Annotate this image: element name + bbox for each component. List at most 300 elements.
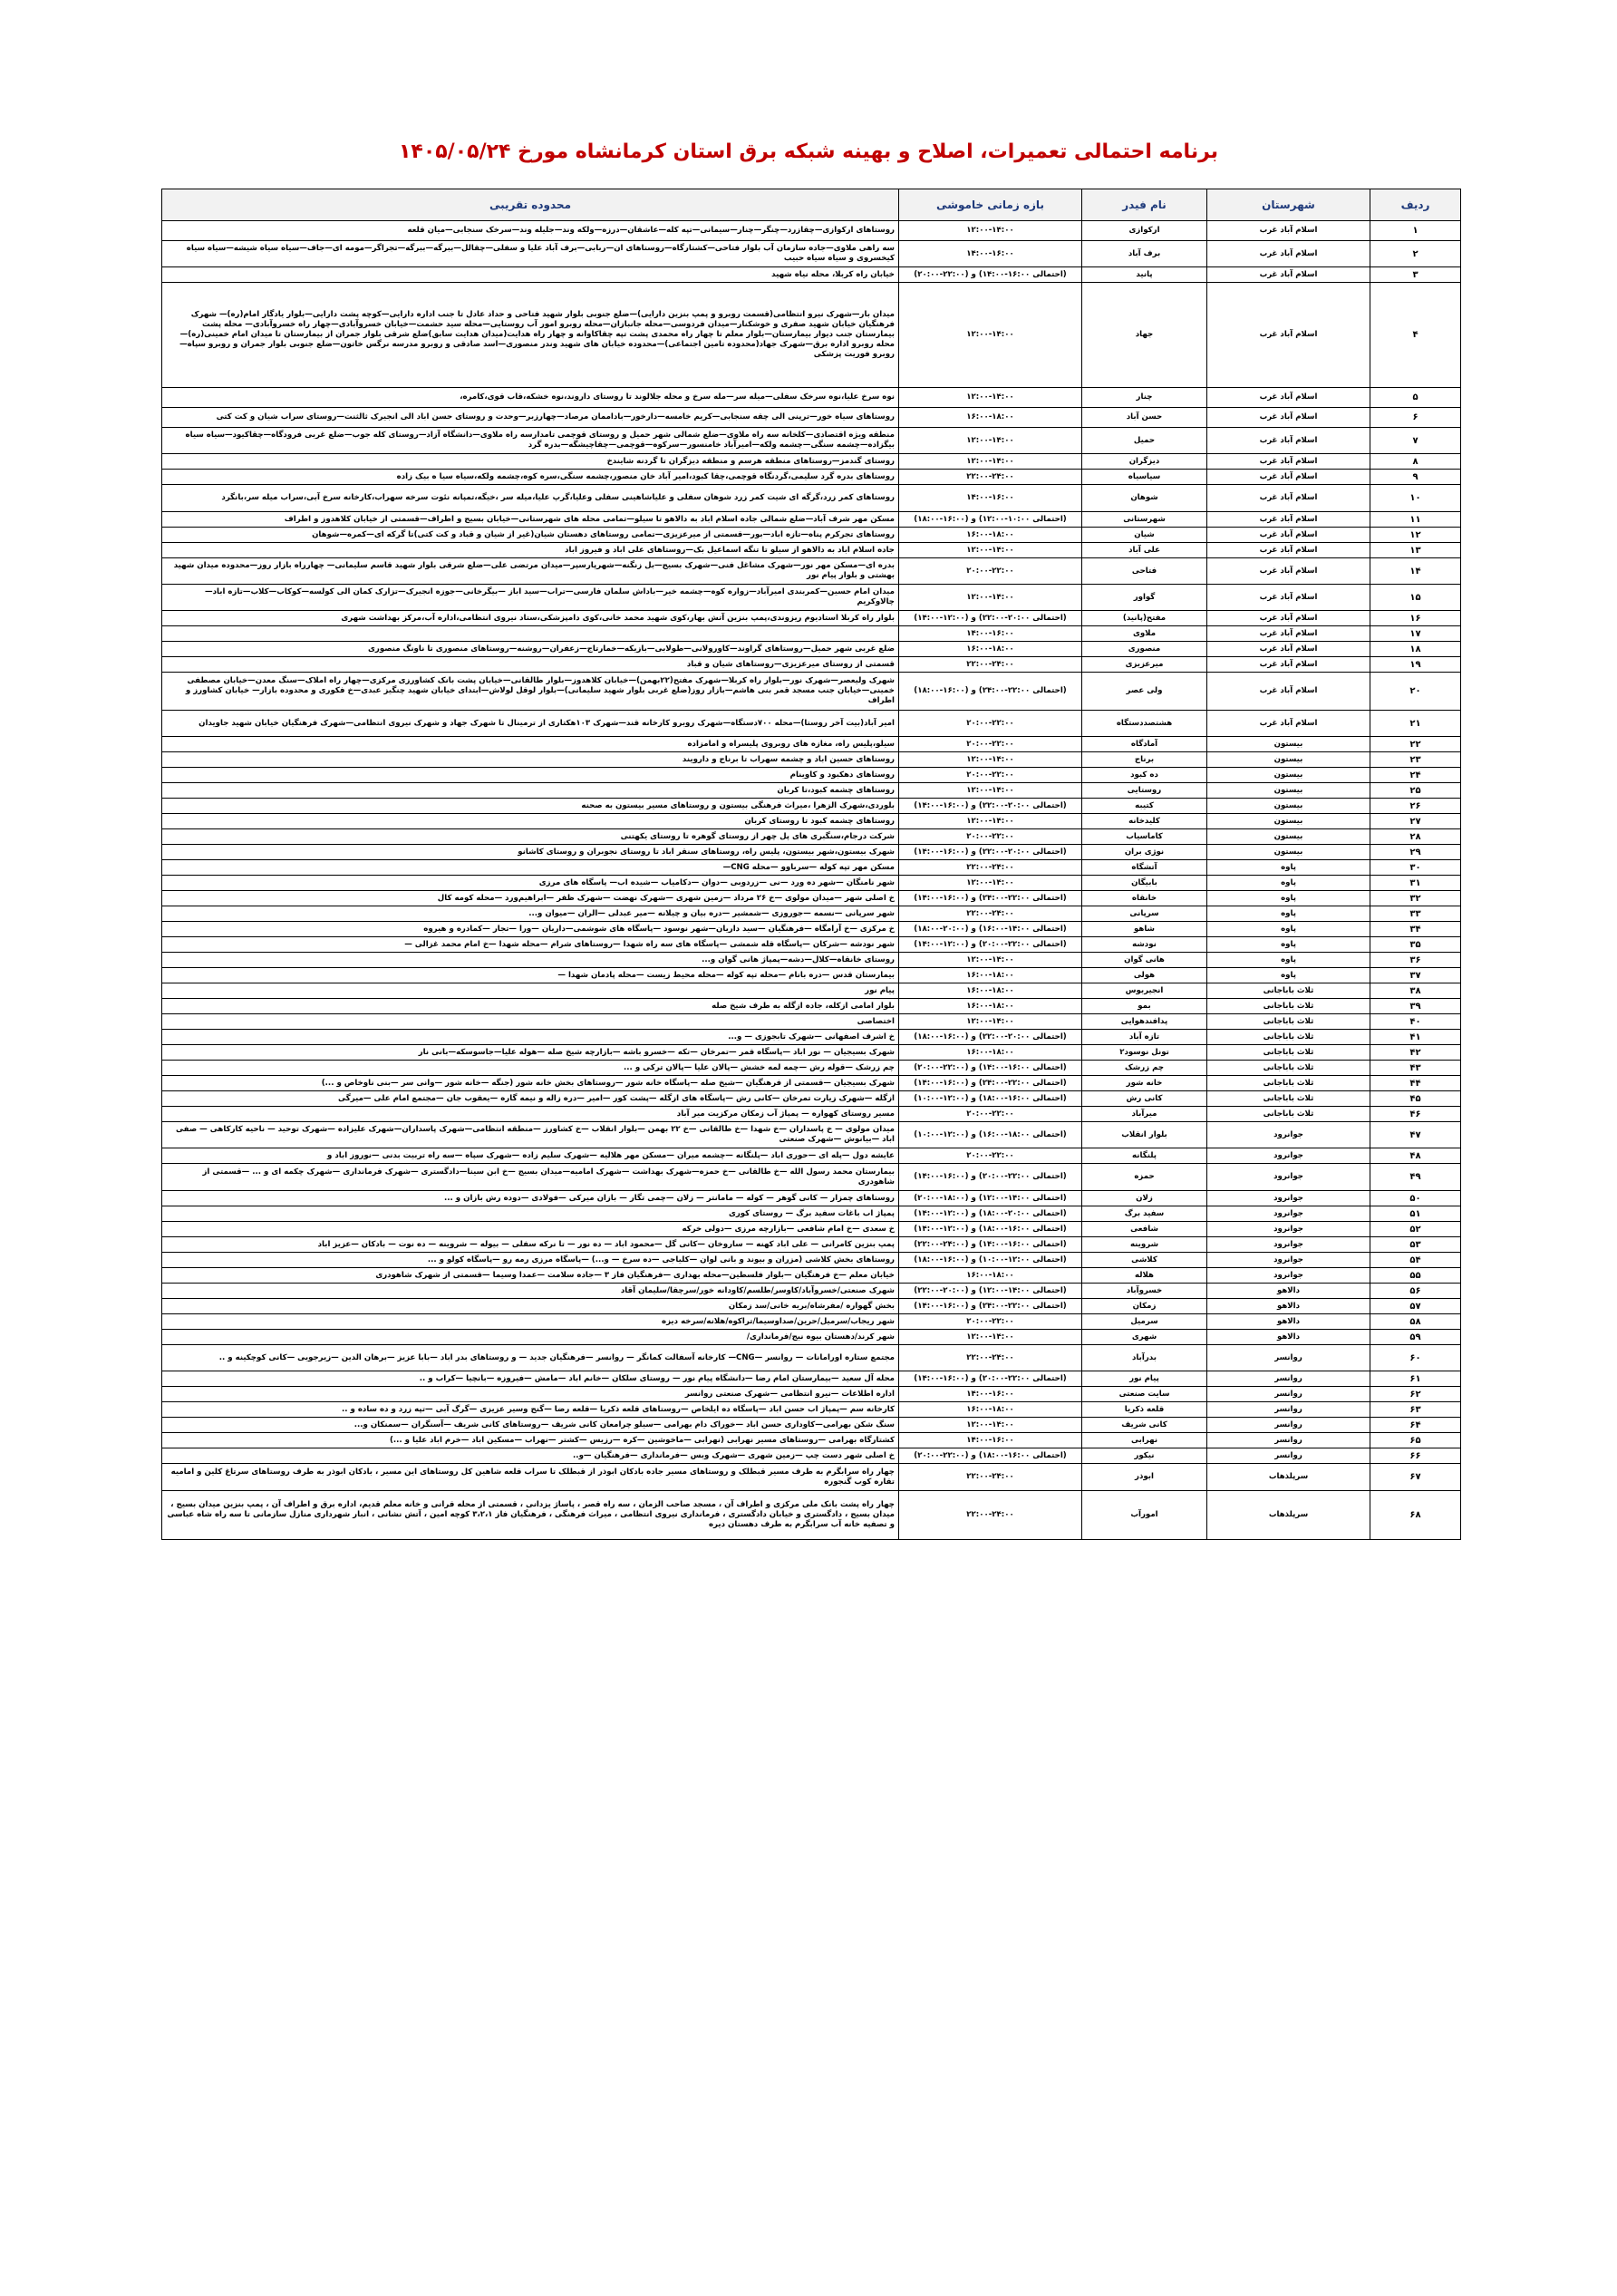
cell-feeder: قلعه ذکریا [1082,1402,1207,1418]
cell-area: کشتارگاه بهرامی —روستاهای مسیر نهرابی (نهرابی —ماخوشین —کره —رزیس —کشتر —نهراب —مسکین اباد —خرم اباد علیا و ...) [162,1433,899,1448]
cell-area: روستاهای دهکبود و کاوینام [162,768,899,783]
cell-outage-time: ۲۲:۰۰-۲۴:۰۰ [899,906,1082,922]
cell-feeder: میرعزیزی [1082,657,1207,673]
cell-row-number: ۴۴ [1370,1076,1461,1091]
cell-city: ثلاث باباجانی [1207,1061,1370,1076]
cell-outage-time: ۱۴:۰۰-۱۶:۰۰ [899,241,1082,267]
cell-outage-time: (احتمالی ۱۶:۰۰-۱۸:۰۰) و (۱۲:۰۰-۱۰:۰۰) [899,1091,1082,1107]
table-row [162,1222,1461,1237]
cell-city: بیستون [1207,752,1370,768]
table-header-row [162,189,1461,221]
cell-feeder: فتاحی [1082,558,1207,585]
cell-feeder: شافعی [1082,1222,1207,1237]
page-title: برنامه احتمالی تعمیرات، اصلاح و بهینه شبکه برق استان کرمانشاه مورخ ۱۴۰۵/۰۵/۲۴ [398,140,1219,163]
cell-city: اسلام آباد غرب [1207,267,1370,283]
cell-feeder: بدرآباد [1082,1345,1207,1371]
cell-feeder: امورآب [1082,1491,1207,1540]
cell-area: روستاهای چمزار — کانی گوهر — کوله — مامانتر — زلان —چمی تگار — بازان میرکی —فولادی —دوده رش بازان و ... [162,1191,899,1206]
table-row [162,1148,1461,1164]
cell-area: روستای خانقاه—کلال—دشه—پمپاژ هانی گوان و... [162,953,899,968]
cell-feeder: زلان [1082,1191,1207,1206]
cell-area: امیر آباد(بیت آخر روستا)—محله ۷۰۰دستگاه—شهرک روبرو کارخانه قند—شهرک ۱۰۳هکتاری از ترمینال تا شهرک جهاد و شهرک نیروی انتظامی—شهرک فرهنگیان خیابان شهید جاویدان [162,711,899,737]
table-row [162,1030,1461,1045]
cell-outage-time: ۱۴:۰۰-۱۶:۰۰ [899,485,1082,512]
table-row [162,388,1461,408]
cell-row-number: ۲۴ [1370,768,1461,783]
cell-area: چم زرشک —قوله رش —چمه لمه خشش —پالان علیا —پالان ترکی و ... [162,1061,899,1076]
cell-city: بیستون [1207,845,1370,860]
cell-feeder: هانی گوان [1082,953,1207,968]
cell-area: سه راهی ملاوی—جاده سازمان آب بلوار فتاحی—کشتارگاه—روستاهای ان—ربابی—برف آباد علیا و سفلی—چقالل—ببرگه—ببرگه—تجراگر—مومه ای—جاف—سیاه سیاه شیشه—سیاه سیاه کیخسروی و سیاه سیاه حبیب [162,241,899,267]
cell-row-number: ۲۶ [1370,799,1461,814]
cell-row-number: ۴۶ [1370,1107,1461,1122]
cell-city: جوانرود [1207,1253,1370,1268]
table-body [162,221,1461,1540]
cell-city: اسلام آباد غرب [1207,512,1370,528]
cell-feeder: جهاد [1082,283,1207,388]
table-row [162,1164,1461,1191]
cell-area: خ اصلی شهر دست چپ —زمین شهری —شهرک وبس —فرمانداری —فرهنگیان —و.. [162,1448,899,1464]
cell-feeder: خسروآباد [1082,1284,1207,1299]
cell-feeder: کانی شریف [1082,1418,1207,1433]
cell-city: ثلاث باباجانی [1207,1045,1370,1061]
cell-city: اسلام آباد غرب [1207,428,1370,454]
cell-row-number: ۴۱ [1370,1030,1461,1045]
cell-city: ثلاث باباجانی [1207,983,1370,999]
cell-outage-time: (احتمالی ۱۲:۰۰-۱۰:۰۰) و (۱۶:۰۰-۱۸:۰۰) [899,1253,1082,1268]
cell-row-number: ۱۲ [1370,528,1461,543]
cell-area: شهرک صنعتی/خسروآباد/کاوسر/طلسم/کاودانه خور/سرچقا/سلیمان آقاد [162,1284,899,1299]
cell-outage-time: (احتمالی ۲۲:۰۰-۲۴:۰۰) و (۱۶:۰۰-۱۴:۰۰) [899,1076,1082,1091]
table-row [162,267,1461,283]
cell-outage-time: ۲۰:۰۰-۲۲:۰۰ [899,1314,1082,1330]
cell-row-number: ۱۴ [1370,558,1461,585]
cell-area: بلوردی،شهرک الزهرا ،میراث فرهنگی بیستون و روستاهای مسیر بیستون به صحنه [162,799,899,814]
cell-row-number: ۵۵ [1370,1268,1461,1284]
cell-row-number: ۸ [1370,454,1461,470]
cell-row-number: ۵ [1370,388,1461,408]
cell-outage-time: ۱۶:۰۰-۱۸:۰۰ [899,408,1082,428]
header-area: محدوده تقریبی [162,189,899,221]
cell-row-number: ۴۲ [1370,1045,1461,1061]
cell-area: اداره اطلاعات —نیرو انتظامی —شهرک صنعتی روانسر [162,1387,899,1402]
cell-row-number: ۶۶ [1370,1448,1461,1464]
cell-outage-time: ۱۲:۰۰-۱۴:۰۰ [899,783,1082,799]
table-row [162,1371,1461,1387]
cell-outage-time: ۱۶:۰۰-۱۸:۰۰ [899,528,1082,543]
cell-area: شهرک بسیجیان — نور اباد —پاسگاه قمر —تمرخان —تکه —خسرو باشه —بازارچه شیخ صله —هوله علیا—جاسوسکه—بانی نار [162,1045,899,1061]
cell-row-number: ۷ [1370,428,1461,454]
cell-outage-time: ۱۲:۰۰-۱۴:۰۰ [899,1014,1082,1030]
cell-row-number: ۲۵ [1370,783,1461,799]
cell-area: روستای گندمز—روستاهای منطقه هرسم و منطقه دیزگران تا گردنه شایندخ [162,454,899,470]
cell-row-number: ۶۳ [1370,1402,1461,1418]
cell-city: سرپلذهاب [1207,1491,1370,1540]
cell-area: بیمارستان قدس —دره بانام —محله تپه کوله —محله محیط زیست —محله پادمان شهدا — [162,968,899,983]
cell-outage-time: (احتمالی ۲۲:۰۰-۲۴:۰۰) و (۱۶:۰۰-۱۴:۰۰) [899,1299,1082,1314]
cell-feeder: بابیگان [1082,876,1207,891]
cell-outage-time: (احتمالی ۲۲:۰۰-۲۰:۰۰) و (۱۲:۰۰-۱۴:۰۰) [899,937,1082,953]
cell-area: بخش گهواره /مفرشاه/بریه خانی/سد زمکان [162,1299,899,1314]
cell-city: پاوه [1207,906,1370,922]
cell-area: شهرک ولیعصر—شهرک نور—بلوار راه کربلا—شهرک مفتح(۲۲بهمن)—خیابان کلاهدوز—بلوار طالقانی—خیابان پشت بانک کشاورزی مرکزی—چهار راه املاک—سنگ معدن—خیابان مصطفی خمینی—خیابان جنب مسجد قمر بنی هاشم—بازار روز(ضلع غربی بلوار شهید سلیمانی)—بلوار لوقل لولاش—ابتدای خیابان شهید چنگیز عبدی—خ فکوری و محدوده بازار— خیابان کشاورز و اطراف [162,673,899,711]
table-row [162,1091,1461,1107]
cell-outage-time: (احتمالی ۱۶:۰۰-۱۸:۰۰) و (۲۲:۰۰-۲۰:۰۰) [899,1448,1082,1464]
cell-feeder: سفید برگ [1082,1206,1207,1222]
cell-city: روانسر [1207,1433,1370,1448]
header-city: شهرستان [1207,189,1370,221]
cell-city: روانسر [1207,1371,1370,1387]
cell-city: جوانرود [1207,1164,1370,1191]
cell-outage-time: (احتمالی ۲۲:۰۰-۲۰:۰۰) و (۱۶:۰۰-۱۴:۰۰) [899,1371,1082,1387]
cell-outage-time: ۱۴:۰۰-۱۶:۰۰ [899,626,1082,642]
cell-city: اسلام آباد غرب [1207,221,1370,241]
cell-area: شهر نامنگان —شهر ده ورد —نی —زردوبی —دوان —دکامیاب —شیده اب— پاسگاه های مرزی [162,876,899,891]
cell-outage-time: (احتمالی ۲۰:۰۰-۲۲:۰۰) و (۱۶:۰۰-۱۴:۰۰) [899,799,1082,814]
cell-city: بیستون [1207,768,1370,783]
cell-area: روستاهای بدره گرد سلیمی،گردنگاه قوچمی،چقا کبود،امیر آباد خان منصور،چشمه سنگی،سره کوه،چشمه ولکه،سیاه سیا ه بیک زاده [162,470,899,485]
cell-row-number: ۶۷ [1370,1464,1461,1491]
cell-city: ثلاث باباجانی [1207,1107,1370,1122]
cell-city: پاوه [1207,876,1370,891]
cell-feeder: ولی عصر [1082,673,1207,711]
cell-area: چهار راه پشت بانک ملی مرکزی و اطراف آن ، مسجد صاحب الزمان ، سه راه قصر ، پاساژ یزدانی ، قسمتی از محله قرانی و خانه معلم قدیم، اداره برق و اطراف آن ، پمپ بنزین میدان بسیج ، میدان بسیج ، دادگستری و خیابان دادگستری ، فرمانداری نیروی انتظامی ، میراث فرهنگی ، فرهنگیان فاز ۳،۲،۱ کوچه امین ، آتش نشانی ، انبار شهرداری منازل سازمانی تا سه راه شاه عباسی و تصفیه خانه آب سرابگرم به طرف دهستان دیره [162,1491,899,1540]
table-row [162,485,1461,512]
cell-area: ازگله —شهرک زیارت تمرخان —کانی رش —پاسگاه های ازگله —پشت کور —امیر —دره زاله و نیمه گاره —یعقوب جان —مجتمع امام علی —میرگی [162,1091,899,1107]
table-row [162,937,1461,953]
cell-row-number: ۳۶ [1370,953,1461,968]
cell-feeder: هلاله [1082,1268,1207,1284]
cell-area: عایشه دول —پله ای —حوری اباد —پلنگانه —چشمه میران —مسکن مهر هلالیه —شهرک سلیم زاده —شهرک سپاه —سه راه تربیت بدنی —نوروز اباد و [162,1148,899,1164]
cell-row-number: ۱ [1370,221,1461,241]
cell-city: بیستون [1207,829,1370,845]
cell-area: نوه سرخ علیا،نوه سرخک سفلی—میله سر—مله سرخ و محله جلالوند تا روستای داروند،نوه خشکه،قاب قوی،کامره، [162,388,899,408]
cell-area: میدان مولوی — خ پاسداران —خ شهدا —خ طالقانی —خ ۲۲ بهمن —بلوار انقلاب —خ کشاورز —منطقه انتظامی—شهرک پاسداران—شهرک علیزاده —شهرک توحید — ناحیه کارکاهی — صفی اباد —بیانوش —شهرک صنعتی [162,1122,899,1148]
cell-feeder: کلیدخانه [1082,814,1207,829]
cell-row-number: ۵۹ [1370,1330,1461,1345]
cell-city: جوانرود [1207,1191,1370,1206]
cell-feeder: سرمیل [1082,1314,1207,1330]
cell-city: دالاهو [1207,1314,1370,1330]
cell-city: اسلام آباد غرب [1207,485,1370,512]
cell-outage-time: ۲۰:۰۰-۲۲:۰۰ [899,711,1082,737]
table-row [162,737,1461,752]
header-outage-time: بازه زمانی خاموشی [899,189,1082,221]
table-row [162,953,1461,968]
cell-row-number: ۵۷ [1370,1299,1461,1314]
cell-feeder: کاماسیاب [1082,829,1207,845]
cell-outage-time: (احتمالی ۲۲:۰۰-۲۰:۰۰) و (۱۶:۰۰-۱۴:۰۰) [899,1164,1082,1191]
cell-row-number: ۶۱ [1370,1371,1461,1387]
cell-feeder: نهرابی [1082,1433,1207,1448]
cell-feeder: تونل نوسود۲ [1082,1045,1207,1061]
cell-feeder: سایت صنعتی [1082,1387,1207,1402]
cell-feeder: خانه شور [1082,1076,1207,1091]
cell-row-number: ۱۷ [1370,626,1461,642]
cell-area: کارخانه سم —پمپاژ اب حسن اباد —پاسگاه ده ایلخاص —روستاهای قلعه ذکریا —قلعه رضا —گنج وسیر عزیزی —گرگ آبی —تپه زرد و ده ساده و .. [162,1402,899,1418]
table-row [162,1418,1461,1433]
cell-feeder: نوژی بران [1082,845,1207,860]
cell-city: پاوه [1207,860,1370,876]
cell-area: شهر ریجاب/سرمیل/حرین/صداوسیما/تراکوه/هلانه/سرخه دیزه [162,1314,899,1330]
table-row [162,454,1461,470]
cell-feeder: پیام نور [1082,1371,1207,1387]
cell-outage-time: (احتمالی ۲۰:۰۰-۱۸:۰۰) و (۱۲:۰۰-۱۴:۰۰) [899,1206,1082,1222]
cell-outage-time: ۲۰:۰۰-۲۲:۰۰ [899,1148,1082,1164]
cell-feeder: برف آباد [1082,241,1207,267]
cell-area: شهرک بسیجیان —قسمتی از فرهنگیان —شیخ صله —پاسگاه خانه شور —روستاهای بخش خانه شور (جنگه —خانه شور —وانی سر —بنی ناوخاص و ...) [162,1076,899,1091]
cell-row-number: ۱۶ [1370,611,1461,626]
cell-area: بلوار راه کربلا استادیوم ریزوندی،پمپ بنزین آتش بهار،کوی شهید محمد خانی،کوی دامپزشکی،ستاد نیروی انتظامی،اداره آب،مرکز بهداشت شهری [162,611,899,626]
table-row [162,1206,1461,1222]
header-row-number: ردیف [1370,189,1461,221]
cell-city: پاوه [1207,968,1370,983]
cell-row-number: ۳۹ [1370,999,1461,1014]
cell-feeder: روستایی [1082,783,1207,799]
cell-feeder: خانقاه [1082,891,1207,906]
cell-city: دالاهو [1207,1284,1370,1299]
table-row [162,673,1461,711]
cell-outage-time: ۱۶:۰۰-۱۸:۰۰ [899,983,1082,999]
cell-city: روانسر [1207,1387,1370,1402]
cell-feeder: حسن آباد [1082,408,1207,428]
cell-area: میدان بار—شهرک نیرو انتظامی(قسمت روبرو و پمپ بنزین دارایی)—ضلع جنوبی بلوار شهید فتاحی و حداد عادل تا جنب اداره دارایی—کوچه پشت دارایی—بلوار یادگار امام(ره)— شهرک فرهنگیان خیابان شهید صفری و خوشکنار—میدان فردوسی—محله جانبازان—محله روبرو امور آب روستایی—محله سید حشمت—خیابان خسروآبادی—چهار راه خسروآبادی— محله پشت بیمارستان جنب دیوار بیمارستان—بلوار معلم تا چهار راه محمدی پشت تپه چقاکاوانه و چهار راه هدایت(میدان هدایت سابق)ضلع شرقی بلوار جمران از بیمارستان تا میدان امام خمینی(ره)—محله روبرو اداره برق—شهرک جهاد(محدوده تامین اجتماعی)—محدوده خیابان های شهید وندر منصوری—اسد صادقی و روبرو مدرسه نرگس خاتون—ضلع جنوبی بلوار جمران و روبرو سپاه—روبرو فوریت پزشکی [162,283,899,388]
cell-city: بیستون [1207,737,1370,752]
cell-row-number: ۳۳ [1370,906,1461,922]
cell-outage-time: ۱۶:۰۰-۱۸:۰۰ [899,1402,1082,1418]
table-row [162,1284,1461,1299]
table-row [162,1299,1461,1314]
cell-outage-time: ۱۶:۰۰-۱۸:۰۰ [899,642,1082,657]
table-row [162,1107,1461,1122]
cell-area: میدان امام حسین—کمربندی امیرآباد—زواره کوه—چشمه خیر—باداش سلمان فارسی—تراب—سید اباز —بیگرخانی—جوزه انجیرک—تزارک کمان الی کولسه—کوکاب—کلاب—تازه اباد— چالاوکریم [162,585,899,611]
cell-area: خیابان معلم —خ فرهنگیان —بلوار فلسطین—محله بهداری —فرهنگیان فاز ۳ —جاده سلامت —عمدا وسیما —قسمتی از شهرک شاهودری [162,1268,899,1284]
cell-outage-time: ۱۶:۰۰-۱۸:۰۰ [899,999,1082,1014]
table-row [162,1253,1461,1268]
cell-city: ثلاث باباجانی [1207,1030,1370,1045]
cell-row-number: ۱۸ [1370,642,1461,657]
cell-feeder: هشتصددستگاه [1082,711,1207,737]
table-row [162,968,1461,983]
cell-row-number: ۴۷ [1370,1122,1461,1148]
cell-city: روانسر [1207,1345,1370,1371]
cell-feeder: بمو [1082,999,1207,1014]
cell-row-number: ۳۴ [1370,922,1461,937]
cell-city: اسلام آباد غرب [1207,711,1370,737]
cell-row-number: ۳۰ [1370,860,1461,876]
cell-feeder: منصوری [1082,642,1207,657]
cell-area: روستاهای ارکوازی—چقازرد—چنگر—چنار—سیمانی—تپه کله—عاشقان—درزه—ولکه وند—جلیله وند—سرخک سنجابی—میان قلعه [162,221,899,241]
cell-city: ثلاث باباجانی [1207,1076,1370,1091]
cell-outage-time: ۱۲:۰۰-۱۴:۰۰ [899,283,1082,388]
cell-area: اختصاصی [162,1014,899,1030]
cell-area: چهار راه سرابگرم به طرف مسیر قبطلک و روستاهای مسیر جاده بادکان ابوذر از قبطلک تا سراب قلعه شاهین کل روستاهای این مسیر ، بادکان ابوذر به طرف روستاهای سرتاغ کلین و امامیه تقاره کوب گنجوره [162,1464,899,1491]
cell-feeder: زمکان [1082,1299,1207,1314]
cell-feeder: شهرستانی [1082,512,1207,528]
cell-city: اسلام آباد غرب [1207,528,1370,543]
cell-area: خ اصلی شهر —میدان مولوی —خ ۲۶ مرداد —زمین شهری —شهرک نهضت —شهرک ظفر —ابراهیم‌ورد —محله کومه کال [162,891,899,906]
cell-feeder: کلاشی [1082,1253,1207,1268]
cell-city: اسلام آباد غرب [1207,470,1370,485]
table-row [162,891,1461,906]
cell-city: اسلام آباد غرب [1207,408,1370,428]
cell-city: اسلام آباد غرب [1207,558,1370,585]
cell-outage-time: ۲۲:۰۰-۲۴:۰۰ [899,1491,1082,1540]
cell-feeder: پدافندهوایی [1082,1014,1207,1030]
cell-outage-time: (احتمالی ۱۶:۰۰-۱۴:۰۰) و (۲۲:۰۰-۲۰:۰۰) [899,1061,1082,1076]
cell-area: خ مرکزی —خ آرامگاه —فرهنگیان —سید داریان—شهر نوسود —پاسگاه های شوشمی—داریان —ورا —تجار —کمادره و هیروه [162,922,899,937]
cell-outage-time: ۱۲:۰۰-۱۴:۰۰ [899,543,1082,558]
table-row [162,528,1461,543]
cell-city: ثلاث باباجانی [1207,999,1370,1014]
cell-city: اسلام آباد غرب [1207,283,1370,388]
cell-feeder: حمزه [1082,1164,1207,1191]
cell-row-number: ۵۱ [1370,1206,1461,1222]
cell-area: شهرک بیستون،شهر بیستون، پلیس راه، روستاهای سنقر اباد تا روستای نجوبران و روستای کاشانو [162,845,899,860]
cell-feeder: کتیبه [1082,799,1207,814]
cell-city: پاوه [1207,937,1370,953]
cell-feeder: انجیربوس [1082,983,1207,999]
cell-outage-time: ۲۰:۰۰-۲۲:۰۰ [899,829,1082,845]
table-row [162,814,1461,829]
cell-row-number: ۶۰ [1370,1345,1461,1371]
cell-outage-time: (احتمالی ۲۲:۰۰-۲۴:۰۰) و (۱۶:۰۰-۱۴:۰۰) [899,891,1082,906]
cell-row-number: ۱۹ [1370,657,1461,673]
table-row [162,845,1461,860]
cell-city: جوانرود [1207,1222,1370,1237]
cell-city: اسلام آباد غرب [1207,454,1370,470]
cell-row-number: ۶۲ [1370,1387,1461,1402]
cell-row-number: ۴۳ [1370,1061,1461,1076]
cell-row-number: ۵۳ [1370,1237,1461,1253]
cell-outage-time: ۲۰:۰۰-۲۲:۰۰ [899,768,1082,783]
cell-outage-time: ۲۲:۰۰-۲۴:۰۰ [899,860,1082,876]
cell-feeder: علی آباد [1082,543,1207,558]
cell-city: جوانرود [1207,1122,1370,1148]
cell-feeder: برناج [1082,752,1207,768]
cell-city: روانسر [1207,1402,1370,1418]
cell-row-number: ۶۸ [1370,1491,1461,1540]
table-row [162,543,1461,558]
header-feeder: نام فیدر [1082,189,1207,221]
cell-area: ضلع غربی شهر حمیل—روستاهای گراوند—کاورولانی—طولابی—بازیکه—خمارتاج—زعفران—روشنه—روستاهای منصوری تا ناونگ منصوری [162,642,899,657]
cell-city: اسلام آباد غرب [1207,543,1370,558]
cell-outage-time: ۲۰:۰۰-۲۲:۰۰ [899,1107,1082,1122]
cell-row-number: ۱۳ [1370,543,1461,558]
cell-city: ثلاث باباجانی [1207,1091,1370,1107]
table-row [162,1491,1461,1540]
cell-area: بدره ای—مسکن مهر نور—شهرک مشاغل فنی—شهرک بسیج—بل زنگنه—شهرپارسپر—میدان مرتضی علی—ضلع شرقی بلوار شهید قاسم سلیمانی— چهارراه بازار روز—محدوده میدان شهید بهشتی و بلوار پیام نور [162,558,899,585]
cell-area: مسکن مهر شرف آباد—ضلع شمالی جاده اسلام اباد به دالاهو تا سیلو—تمامی محله های شهرستانی—خیابان بسیج و اطراف—قسمتی از خیابان کلاهدوز و اطراف [162,512,899,528]
table-row [162,1402,1461,1418]
table-row [162,711,1461,737]
table-row [162,408,1461,428]
cell-row-number: ۲ [1370,241,1461,267]
cell-city: اسلام آباد غرب [1207,241,1370,267]
cell-area: مسکن مهر تپه کوله —سرباوو —محله CNG— [162,860,899,876]
table-row [162,221,1461,241]
cell-area: روستاهای چشمه کبود،تا کربان [162,783,899,799]
table-row [162,999,1461,1014]
cell-outage-time: (احتمالی ۱۴:۰۰-۱۲:۰۰) و (۲۰:۰۰-۲۲:۰۰) [899,1284,1082,1299]
table-row [162,611,1461,626]
cell-row-number: ۲۷ [1370,814,1461,829]
cell-row-number: ۴ [1370,283,1461,388]
cell-city: ثلاث باباجانی [1207,1014,1370,1030]
cell-outage-time: ۲۰:۰۰-۲۲:۰۰ [899,558,1082,585]
cell-row-number: ۶۴ [1370,1418,1461,1433]
cell-area: روستاهای حسین اباد و چشمه سهراب تا برناج و دارویند [162,752,899,768]
cell-area: روستاهای سیاه خور—ترپنی الی چقه سنجابی—کریم خامسه—دارخور—باداممان مرصاد—چهارزبر—وحدت و روستای حسن اباد الی انجیرک ثالثنت—روستای سراب شیان و کت کتی [162,408,899,428]
cell-area: بلوار امامی ازکله، جاده ازگله به طرف شیخ صله [162,999,899,1014]
cell-outage-time: (احتمالی ۲۰:۰۰-۲۲:۰۰) و (۱۲:۰۰-۱۴:۰۰) [899,611,1082,626]
table-row [162,1237,1461,1253]
table-row [162,626,1461,642]
schedule-table [161,189,1461,1540]
cell-feeder: شیان [1082,528,1207,543]
cell-city: اسلام آباد غرب [1207,673,1370,711]
table-row [162,768,1461,783]
cell-row-number: ۲۹ [1370,845,1461,860]
cell-feeder: نودشه [1082,937,1207,953]
cell-city: اسلام آباد غرب [1207,642,1370,657]
cell-outage-time: ۲۰:۰۰-۲۲:۰۰ [899,737,1082,752]
cell-outage-time: (احتمالی ۱۶:۰۰-۱۴:۰۰) و (۲۲:۰۰-۲۰:۰۰) [899,267,1082,283]
table-row [162,1448,1461,1464]
cell-outage-time: (احتمالی ۲۰:۰۰-۲۲:۰۰) و (۱۶:۰۰-۱۴:۰۰) [899,845,1082,860]
cell-outage-time: ۱۲:۰۰-۱۴:۰۰ [899,1418,1082,1433]
cell-outage-time: ۱۶:۰۰-۱۸:۰۰ [899,1268,1082,1284]
cell-outage-time: ۱۶:۰۰-۱۸:۰۰ [899,968,1082,983]
cell-feeder: سرپانی [1082,906,1207,922]
table-row [162,512,1461,528]
table-row [162,1314,1461,1330]
cell-row-number: ۲۳ [1370,752,1461,768]
cell-row-number: ۵۸ [1370,1314,1461,1330]
cell-feeder: نیکور [1082,1448,1207,1464]
cell-outage-time: (احتمالی ۲۰:۰۰-۲۲:۰۰) و (۱۶:۰۰-۱۸:۰۰) [899,1030,1082,1045]
cell-city: اسلام آباد غرب [1207,388,1370,408]
cell-feeder: مفتح(پانید) [1082,611,1207,626]
cell-city: اسلام آباد غرب [1207,657,1370,673]
table-row [162,642,1461,657]
cell-outage-time: ۱۲:۰۰-۱۴:۰۰ [899,752,1082,768]
cell-outage-time: (احتمالی ۱۸:۰۰-۱۶:۰۰) و (۱۲:۰۰-۱۰:۰۰) [899,1122,1082,1148]
cell-row-number: ۵۰ [1370,1191,1461,1206]
cell-outage-time: ۱۲:۰۰-۱۴:۰۰ [899,221,1082,241]
cell-area: پمپاژ اب باغات سفید برگ — روستای کوری [162,1206,899,1222]
cell-outage-time: (احتمالی ۱۰:۰۰-۱۲:۰۰) و (۱۶:۰۰-۱۸:۰۰) [899,512,1082,528]
cell-outage-time: ۱۲:۰۰-۱۴:۰۰ [899,814,1082,829]
table-row [162,922,1461,937]
cell-area: منطقه ویژه اقتصادی—کلخانه سه راه ملاوی—ضلع شمالی شهر حمیل و روستای قوچمی تامدارسه راه ملاوی—دانشگاه آزاد—روستای کله جوب—ضلع غربی فرودگاه—چقاکیود—سیاه سیاه بیگزاده—چشمه سنگی—چشمه ولکه—امیرآباد خامنسور—سرکوه—قوچمی—چقاچیشگه—بدره گرد [162,428,899,454]
cell-area: محله آل سعید —بیمارستان امام رضا —دانشگاه پیام نور — روستای سلکان —خانم اباد —مامش —فیروزه —بانچیا —کراب و .. [162,1371,899,1387]
cell-feeder: سیاسیاه [1082,470,1207,485]
cell-outage-time: ۱۲:۰۰-۱۴:۰۰ [899,1330,1082,1345]
table-row [162,1076,1461,1091]
cell-row-number: ۴۸ [1370,1148,1461,1164]
cell-row-number: ۱۰ [1370,485,1461,512]
cell-area: بیمارستان محمد رسول الله —خ طالقانی —خ حمزه—شهرک بهداشت —شهرک امامیه—میدان بسیج —خ ابن سینا—دادگستری —شهرک فرمانداری —شهرک چکمه ای و ... —قسمتی از شاهودری [162,1164,899,1191]
cell-feeder: شوهان [1082,485,1207,512]
cell-outage-time: ۲۲:۰۰-۲۴:۰۰ [899,1345,1082,1371]
table-row [162,1191,1461,1206]
cell-city: دالاهو [1207,1330,1370,1345]
table-row [162,1268,1461,1284]
cell-feeder: بلوار انقلاب [1082,1122,1207,1148]
table-row [162,1122,1461,1148]
cell-area: خیابان راه کربلا، محله نیاه شهید [162,267,899,283]
